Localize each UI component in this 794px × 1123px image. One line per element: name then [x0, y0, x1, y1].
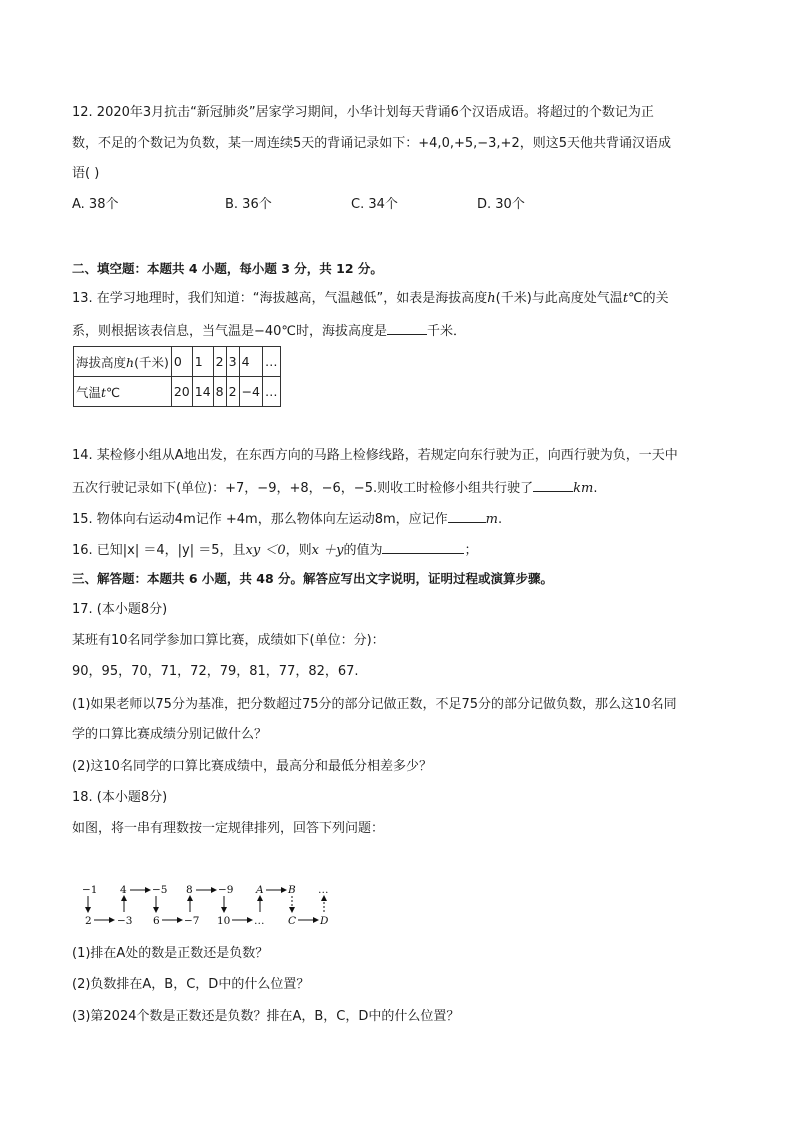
table-cell: …	[263, 347, 281, 377]
table-cell: 20	[171, 377, 192, 407]
label-var: t	[101, 384, 107, 400]
q18-part1: (1)排在A处的数是正数还是负数？	[72, 946, 269, 961]
section-2-heading: 二、填空题：本题共 4 小题，每小题 3 分，共 12 分。	[72, 261, 383, 276]
table-cell: 1	[192, 347, 213, 377]
table-cell: 2	[226, 377, 239, 407]
q15-unit: m	[485, 512, 498, 527]
fig-top-3: 8	[186, 884, 193, 896]
fig-top-b: B	[288, 884, 296, 896]
row-label-temperature	[74, 377, 172, 407]
altitude-temperature-table	[73, 346, 281, 407]
q17-intro: 某班有10名同学参加口算比赛，成绩如下(单位：分)：	[72, 633, 385, 648]
choice-b: B. 36个	[225, 197, 272, 212]
q16-condition: xy ＜0	[245, 543, 286, 558]
q16-text-c: 的值为	[343, 543, 383, 558]
q17-part1-line1: (1)如果老师以75分为基准，把分数超过75分的部分记做正数，不足75分的部分记做负数，那么这10名同	[72, 697, 677, 712]
fig-top-0: −1	[82, 884, 98, 896]
number-arrangement-figure	[80, 884, 340, 932]
q14-text: 五次行驶记录如下(单位)：+7，−9，+8，−6，−5.则收工时检修小组共行驶了	[72, 481, 534, 496]
label-unit: (千米)	[134, 354, 169, 370]
fig-bottom-4: 10	[217, 915, 231, 927]
q18-intro: 如图，将一串有理数按一定规律排列，回答下列问题：	[72, 821, 385, 836]
label-text: 气温	[76, 384, 102, 400]
q18-heading: 18. (本小题8分)	[72, 790, 168, 805]
q16-end: ；	[464, 543, 478, 558]
choice-a: A. 38个	[72, 197, 119, 212]
row-label-altitude	[74, 347, 172, 377]
q13-var-h: h	[487, 291, 496, 306]
label-var: h	[126, 354, 135, 370]
table-cell: −4	[239, 377, 262, 407]
q14-unit: km	[573, 481, 594, 496]
q13-text-a: 13. 在学习地理时，我们知道：“海拔越高，气温越低”，如表是海拔高度	[72, 291, 488, 306]
fig-top-ellipsis: …	[318, 884, 329, 896]
fig-top-1: 4	[120, 884, 127, 896]
q16-expression: x ＋y	[311, 543, 344, 558]
table-cell: 4	[239, 347, 262, 377]
fig-bottom-d: D	[320, 915, 329, 927]
fig-bottom-1: −3	[117, 915, 133, 927]
fig-bottom-2: 6	[153, 915, 160, 927]
q13-line2-text: 系，则根据该表信息，当气温是−40℃时，海拔高度是	[72, 324, 388, 339]
choice-d: D. 30个	[477, 197, 525, 212]
q16-text-b: ，则	[285, 543, 312, 558]
q14-line2	[72, 477, 597, 499]
table-cell: 8	[213, 377, 226, 407]
q15-text: 15. 物体向右运动4m记作 +4m，那么物体向左运动8m，应记作	[72, 512, 448, 527]
q16-text-a: 16. 已知|x| ＝4，|y| ＝5，且	[72, 543, 246, 558]
q18-part3: (3)第2024个数是正数还是负数？排在A，B，C，D中的什么位置？	[72, 1009, 460, 1024]
q17-part1-line2: 学的口算比赛成绩分别记做什么？	[72, 727, 268, 742]
q13-line2	[72, 320, 466, 342]
q18-part2: (2)负数排在A，B，C，D中的什么位置？	[72, 977, 310, 992]
fig-top-4: −9	[218, 884, 234, 896]
q12-line3: 语( )	[72, 166, 100, 181]
q16-line	[72, 539, 477, 561]
q13-text-c: ℃的关	[628, 291, 669, 306]
q13-answer-blank[interactable]	[387, 320, 427, 335]
q12-choices	[72, 195, 525, 215]
fig-bottom-c: C	[288, 915, 297, 927]
section-3-heading: 三、解答题：本题共 6 小题，共 48 分。解答应写出文字说明，证明过程或演算步骤。	[72, 571, 554, 586]
table-cell: 0	[171, 347, 192, 377]
label-unit: ℃	[106, 384, 121, 400]
q12-line1: 12. 2020年3月抗击“新冠肺炎”居家学习期间，小华计划每天背诵6个汉语成语。将超过的个数记为正	[72, 105, 654, 120]
fig-top-2: −5	[152, 884, 168, 896]
fig-bottom-ellipsis: …	[254, 915, 265, 927]
q17-part2: (2)这10名同学的口算比赛成绩中，最高分和最低分相差多少？	[72, 759, 432, 774]
table-cell: …	[263, 377, 281, 407]
q13-line1	[72, 289, 669, 309]
choice-c: C. 34个	[351, 197, 398, 212]
table-cell: 3	[226, 347, 239, 377]
table-row	[74, 347, 281, 377]
fig-bottom-3: −7	[184, 915, 200, 927]
q17-scores: 90，95，70，71，72，79，81，77，82，67.	[72, 664, 359, 679]
q13-var-t: t	[622, 291, 629, 306]
table-cell: 2	[213, 347, 226, 377]
q14-end: .	[593, 481, 598, 496]
label-text: 海拔高度	[76, 354, 127, 370]
fig-top-a: A	[256, 884, 264, 896]
q13-line2-end: 千米．	[427, 324, 467, 339]
q14-answer-blank[interactable]	[533, 477, 573, 492]
q12-line2: 数，不足的个数记为负数，某一周连续5天的背诵记录如下：+4,0,+5,−3,+2，则这5天他共背诵汉语成	[72, 136, 671, 151]
q16-answer-blank[interactable]	[382, 539, 464, 554]
q15-end: .	[497, 512, 503, 527]
q13-text-b: (千米)与此高度处气温	[495, 291, 623, 306]
table-row	[74, 377, 281, 407]
q17-heading: 17. (本小题8分)	[72, 602, 168, 617]
table-cell: 14	[192, 377, 213, 407]
q15-answer-blank[interactable]	[448, 508, 486, 523]
fig-bottom-0: 2	[85, 915, 92, 927]
q15-line	[72, 508, 502, 530]
q14-line1: 14. 某检修小组从A地出发，在东西方向的马路上检修线路，若规定向东行驶为正，向西行驶为负，一天中	[72, 448, 678, 463]
